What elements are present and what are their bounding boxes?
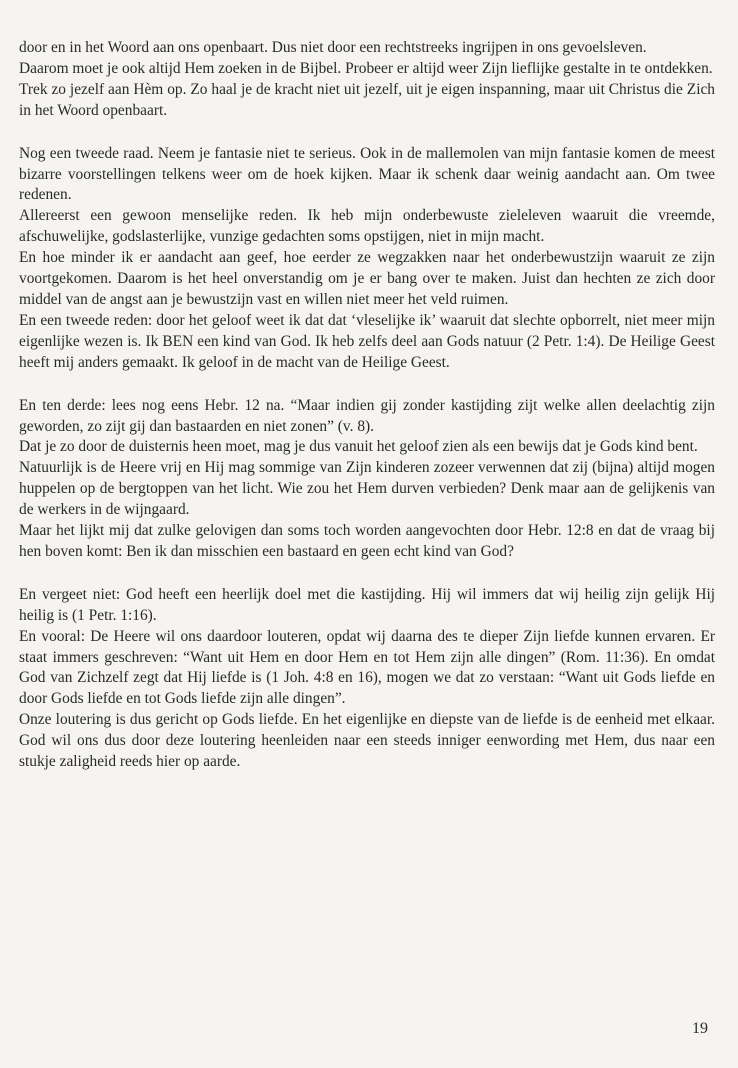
paragraph: Daarom moet je ook altijd Hem zoeken in de Bijbel. Probeer er altijd weer Zijn lieflijke gestalte in te ontdekken. xyxy=(19,59,713,77)
paragraph: Allereerst een gewoon menselijke reden. Ik heb mijn onderbewuste zieleleven waaruit die vreemde, afschuwelijke, godslasterlijke, vunzige gedachten soms opstijgen, niet in mijn macht. xyxy=(19,207,715,246)
paragraph-gap xyxy=(19,374,715,396)
paragraph: Natuurlijk is de Heere vrij en Hij mag sommige van Zijn kinderen zozeer verwennen dat zij (bijna) altijd mogen huppelen op de bergtoppen van het licht. Wie zou het Hem durven verbieden? Denk maar aan de gelijkenis van de werkers in de wijngaard. xyxy=(19,459,715,519)
paragraph: En ten derde: lees nog eens Hebr. 12 na. “Maar indien gij zonder kastijding zijt welke allen deelachtig zijn geworden, zo zijt gij dan bastaarden en niet zonen” (v. 8). xyxy=(19,396,715,435)
page-number: 19 xyxy=(692,1020,708,1037)
body-text xyxy=(19,38,715,773)
paragraph: Onze loutering is dus gericht op Gods liefde. En het eigenlijke en diepste van de liefde is de eenheid met elkaar. God wil ons dus door deze loutering heenleiden naar een steeds inniger eenwording met Hem, dus naar een stukje zaligheid reeds hier op aarde. xyxy=(19,711,715,771)
paragraph: Maar het lijkt mij dat zulke gelovigen dan soms toch worden aangevochten door Hebr. 12:8 en dat de vraag bij hen boven komt: Ben ik dan misschien een bastaard en geen echt kind van God? xyxy=(19,522,715,560)
paragraph-gap xyxy=(19,563,715,585)
paragraph: En een tweede reden: door het geloof weet ik dat dat ‘vleselijke ik’ waaruit dat slechte opborrelt, niet meer mijn eigenlijke wezen is. Ik BEN een kind van God. Ik heb zelfs deel aan Gods natuur (2 Petr. 1:4). De Heilige Geest heeft mij anders gemaakt. Ik geloof in de macht van de Heilige Geest. xyxy=(19,311,715,371)
paragraph: Trek zo jezelf aan Hèm op. Zo haal je de kracht niet uit jezelf, uit je eigen inspanning, maar uit Christus die Zich in het Woord openbaart. xyxy=(19,80,715,119)
paragraph: En hoe minder ik er aandacht aan geef, hoe eerder ze wegzakken naar het onderbewustzijn waaruit ze zijn voortgekomen. Daarom is het heel onverstandig om je er bang over te maken. Juist dan hechten ze zich door middel van de angst aan je bewustzijn vast en willen niet meer het veld ruimen. xyxy=(19,249,715,308)
paragraph: Nog een tweede raad. Neem je fantasie niet te serieus. Ook in de mallemolen van mijn fantasie komen de meest bizarre voorstellingen telkens weer om de hoek kijken. Maar ik schenk daar weinig aandacht aan. Om twee redenen. xyxy=(19,144,715,204)
paragraph: En vooral: De Heere wil ons daardoor louteren, opdat wij daarna des te dieper Zijn liefde kunnen ervaren. Er staat immers geschreven: “Want uit Hem en door Hem en tot Hem zijn alle dingen” (Rom. 11:36). En omdat God van Zichzelf zegt dat Hij liefde is (1 Joh. 4:8 en 16), mogen we dat zo verstaan: “Want uit Gods liefde en door Gods liefde en tot Gods liefde zijn alle dingen”. xyxy=(19,627,715,708)
paragraph: Dat je zo door de duisternis heen moet, mag je dus vanuit het geloof zien als een bewijs dat je Gods kind bent. xyxy=(19,438,698,456)
paragraph: En vergeet niet: God heeft een heerlijk doel met die kastijding. Hij wil immers dat wij heilig zijn gelijk Hij heilig is (1 Petr. 1:16). xyxy=(19,585,715,624)
paragraph-gap xyxy=(19,122,715,144)
paragraph: door en in het Woord aan ons openbaart. Dus niet door een rechtstreeks ingrijpen in ons gevoelsleven. xyxy=(19,39,647,56)
